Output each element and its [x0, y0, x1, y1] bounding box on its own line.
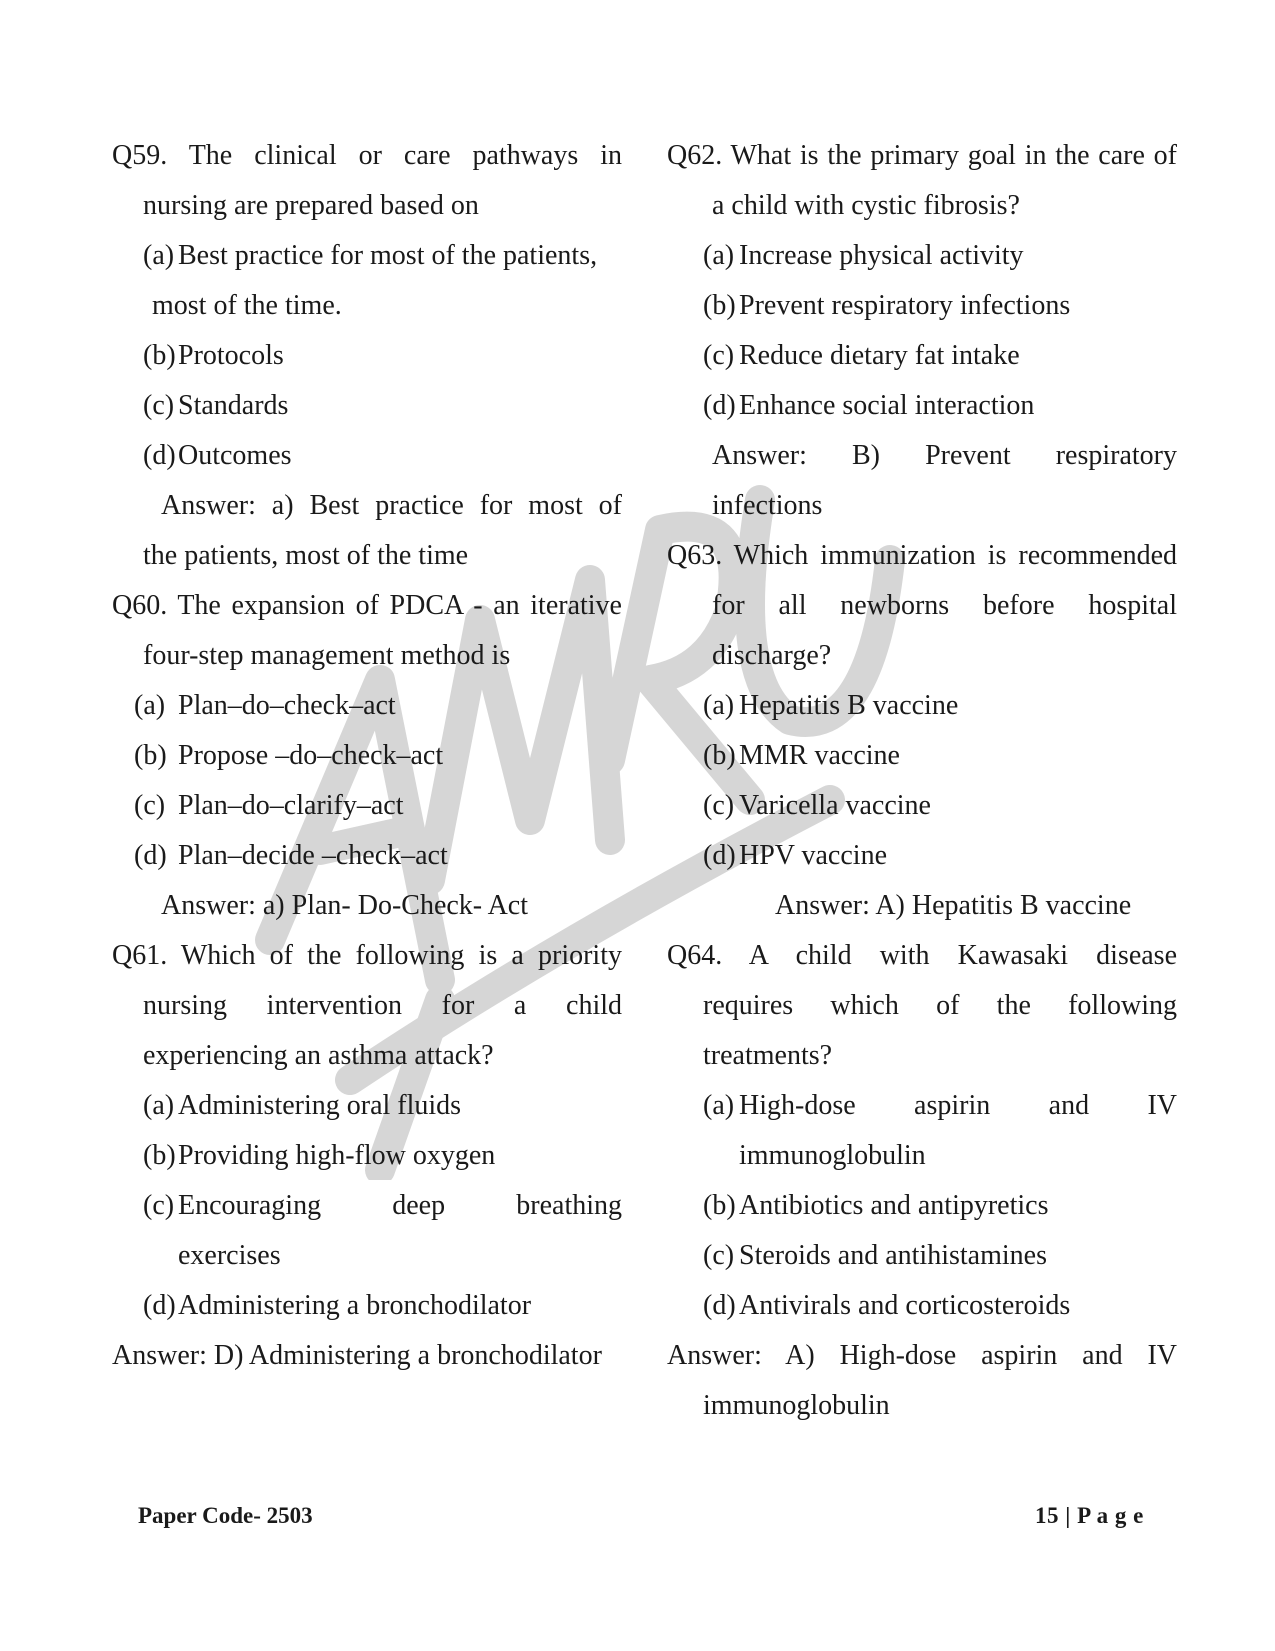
- question-stem: Q62. What is the primary goal in the care of: [667, 140, 1177, 171]
- question-stem-cont: four-step management method is: [143, 640, 511, 671]
- option-d: (d) Outcomes: [143, 440, 292, 471]
- option-a: (a) Increase physical activity: [703, 240, 1024, 271]
- question-60: [112, 581, 622, 931]
- answer: Answer: A) Hepatitis B vaccine: [775, 890, 1132, 921]
- left-column: [112, 131, 622, 1381]
- option-b: (b) Antibiotics and antipyretics: [703, 1190, 1049, 1221]
- option-a: (a) Administering oral fluids: [143, 1090, 462, 1121]
- option-b: (b) MMR vaccine: [703, 740, 900, 771]
- question-stem-cont: nursing are prepared based on: [143, 190, 479, 221]
- option-b: (b) Prevent respiratory infections: [703, 290, 1071, 321]
- question-stem: Q63. Which immunization is recommended: [667, 540, 1177, 571]
- option-b: (b) Providing high-flow oxygen: [143, 1140, 496, 1171]
- option-c: (c) Standards: [143, 390, 289, 421]
- option-a: (a) Hepatitis B vaccine: [703, 690, 959, 721]
- answer: Answer: a) Best practice for most of: [161, 490, 622, 521]
- option-d: (d) Antivirals and corticosteroids: [703, 1290, 1071, 1321]
- option-c: (c) Varicella vaccine: [703, 790, 931, 821]
- option-b: (b) Protocols: [143, 340, 284, 371]
- option-a-cont: immunoglobulin: [739, 1140, 926, 1171]
- answer: Answer: D) Administering a bronchodilator: [112, 1340, 602, 1371]
- question-stem-cont: a child with cystic fibrosis?: [712, 190, 1020, 221]
- answer: Answer: A) High-dose aspirin and IV: [667, 1340, 1177, 1371]
- option-a: (a) High-dose aspirin and IV: [703, 1090, 1177, 1121]
- question-stem-cont: experiencing an asthma attack?: [143, 1040, 494, 1071]
- option-a: (a) Plan–do–check–act: [134, 690, 396, 721]
- question-stem: Q64. A child with Kawasaki disease: [667, 940, 1177, 971]
- question-stem-cont: for all newborns before hospital: [712, 590, 1177, 621]
- question-64: [667, 931, 1177, 1431]
- option-d: (d) Administering a bronchodilator: [143, 1290, 532, 1321]
- question-stem-cont: requires which of the following: [703, 990, 1177, 1021]
- option-a: (a) Best practice for most of the patients,: [143, 240, 598, 271]
- question-63: [667, 531, 1177, 931]
- question-stem: Q61. Which of the following is a priority: [112, 940, 622, 971]
- option-c: (c) Plan–do–clarify–act: [134, 790, 404, 821]
- answer: Answer: B) Prevent respiratory: [712, 440, 1177, 471]
- question-stem: Q60. The expansion of PDCA - an iterative: [112, 590, 622, 621]
- answer-cont: immunoglobulin: [703, 1390, 890, 1421]
- question-stem-cont: nursing intervention for a child: [143, 990, 622, 1021]
- page-number: 15 | P a g e: [1035, 1503, 1144, 1528]
- option-c: (c) Reduce dietary fat intake: [703, 340, 1020, 371]
- question-59: [112, 131, 622, 581]
- question-stem-cont: treatments?: [703, 1040, 833, 1071]
- paper-code: Paper Code- 2503: [138, 1503, 313, 1528]
- option-c: (c) Steroids and antihistamines: [703, 1240, 1047, 1271]
- question-62: [667, 131, 1177, 531]
- answer: Answer: a) Plan- Do-Check- Act: [161, 890, 529, 921]
- option-a-cont: most of the time.: [152, 290, 342, 321]
- answer-cont: the patients, most of the time: [143, 540, 469, 571]
- option-b: (b) Propose –do–check–act: [134, 740, 444, 771]
- option-c-cont: exercises: [178, 1240, 281, 1271]
- question-stem-cont: discharge?: [712, 640, 832, 671]
- option-d: (d) Enhance social interaction: [703, 390, 1035, 421]
- option-d: (d) HPV vaccine: [703, 840, 887, 871]
- right-column: [667, 131, 1177, 1431]
- question-61: [112, 931, 622, 1381]
- option-c: (c) Encouraging deep breathing: [143, 1190, 622, 1221]
- option-d: (d) Plan–decide –check–act: [134, 840, 448, 871]
- answer-cont: infections: [712, 490, 823, 521]
- question-stem: Q59. The clinical or care pathways in: [112, 140, 622, 171]
